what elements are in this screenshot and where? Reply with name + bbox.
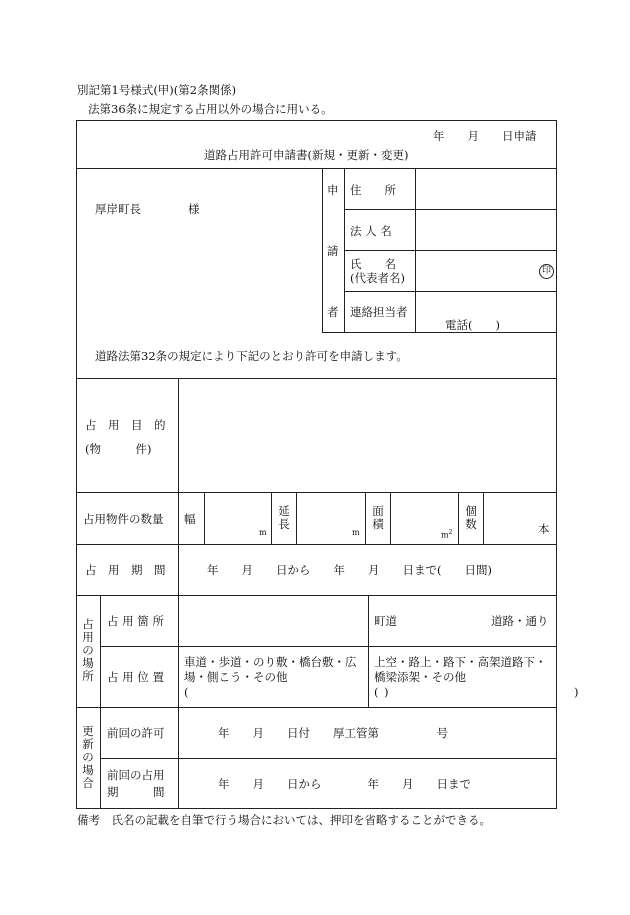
divider	[100, 758, 557, 759]
divider	[76, 378, 557, 379]
divider	[76, 168, 557, 169]
purpose-label: 占 用 目 的	[85, 418, 166, 432]
length-unit: m	[352, 528, 360, 537]
representative-label: (代表者名)	[350, 271, 405, 285]
previous-permit-label: 前回の許可	[107, 726, 165, 740]
request-statement: 道路法第32条の規定により下記のとおり許可を申請します。	[95, 349, 408, 363]
area-label: 面積	[372, 504, 384, 531]
position-label: 占 用 位 置	[107, 670, 164, 684]
footnote: 備考 氏名の記載を自筆で行う場合においては、押印を省略することができる。	[77, 813, 491, 827]
applicant-side-label: 申	[327, 183, 339, 197]
divider	[322, 168, 323, 332]
level-options-line1: 上空・路上・路下・高架道路下・	[374, 655, 547, 669]
divider	[100, 646, 557, 647]
divider	[76, 707, 557, 708]
applicant-side-label: 者	[327, 305, 339, 319]
addressee-name: 厚岸町長	[95, 202, 141, 216]
area-unit: $m^2$	[441, 529, 453, 540]
previous-permit-value: 年 月 日付 厚工管第 号	[218, 726, 448, 740]
previous-period-label: 前回の占用	[107, 768, 165, 782]
divider	[483, 492, 484, 544]
divider	[178, 378, 179, 707]
place-label: 占 用 箇 所	[107, 614, 164, 628]
count-unit: 本	[538, 522, 550, 536]
form-id: 別記第1号様式(甲)(第2条関係)	[77, 83, 237, 97]
surface-options-other: ( )	[184, 685, 389, 699]
divider	[322, 332, 557, 333]
width-label: 幅	[184, 512, 196, 526]
town-road-label: 町道	[374, 614, 397, 628]
divider	[76, 492, 557, 493]
divider	[76, 595, 557, 596]
divider	[76, 544, 557, 545]
divider	[365, 492, 366, 544]
quantity-label: 占用物件の数量	[83, 512, 164, 526]
road-suffix: 道路・通り	[491, 614, 549, 628]
length-label: 延長	[278, 504, 290, 531]
divider	[271, 492, 272, 544]
phone-label: 電話( )	[445, 318, 500, 332]
divider	[100, 595, 101, 707]
applicant-side-label: 請	[327, 244, 339, 258]
divider	[458, 492, 459, 544]
application-date: 年 月 日申請	[433, 129, 537, 143]
address-label: 住 所	[350, 183, 396, 197]
previous-period-label: 期 間	[107, 785, 165, 799]
previous-period-value: 年 月 日から 年 月 日まで	[218, 777, 471, 791]
level-options-line2: 橋梁添架・その他	[374, 670, 466, 684]
divider	[204, 492, 205, 544]
name-label: 氏 名	[350, 257, 396, 271]
renewal-side-label: 更新の場合	[82, 724, 94, 790]
divider	[296, 492, 297, 544]
location-side-label: 占用の場所	[82, 617, 94, 683]
seal-mark: 印	[539, 264, 554, 279]
contact-person-label: 連絡担当者	[350, 305, 408, 319]
usage-note: 法第36条に規定する占用以外の場合に用いる。	[88, 102, 333, 116]
surface-options-line1: 車道・歩道・のり敷・橋台敷・広	[184, 655, 357, 669]
purpose-sub-label: (物 件)	[85, 442, 152, 456]
divider	[390, 492, 391, 544]
form-frame	[76, 120, 557, 809]
divider	[344, 209, 557, 210]
period-value: 年 月 日から 年 月 日まで( 日間)	[207, 563, 492, 577]
divider	[344, 250, 557, 251]
count-label: 個数	[465, 504, 477, 531]
divider	[344, 291, 557, 292]
surface-options-line2: 場・側こう・その他	[184, 670, 288, 684]
corporate-name-label: 法 人 名	[350, 224, 392, 238]
addressee-honorific: 様	[188, 202, 200, 216]
level-options-other: ( )	[374, 685, 579, 699]
form-title: 道路占用許可申請書(新規・更新・変更)	[204, 148, 409, 162]
period-label: 占 用 期 間	[85, 563, 166, 577]
width-unit: m	[259, 528, 267, 537]
